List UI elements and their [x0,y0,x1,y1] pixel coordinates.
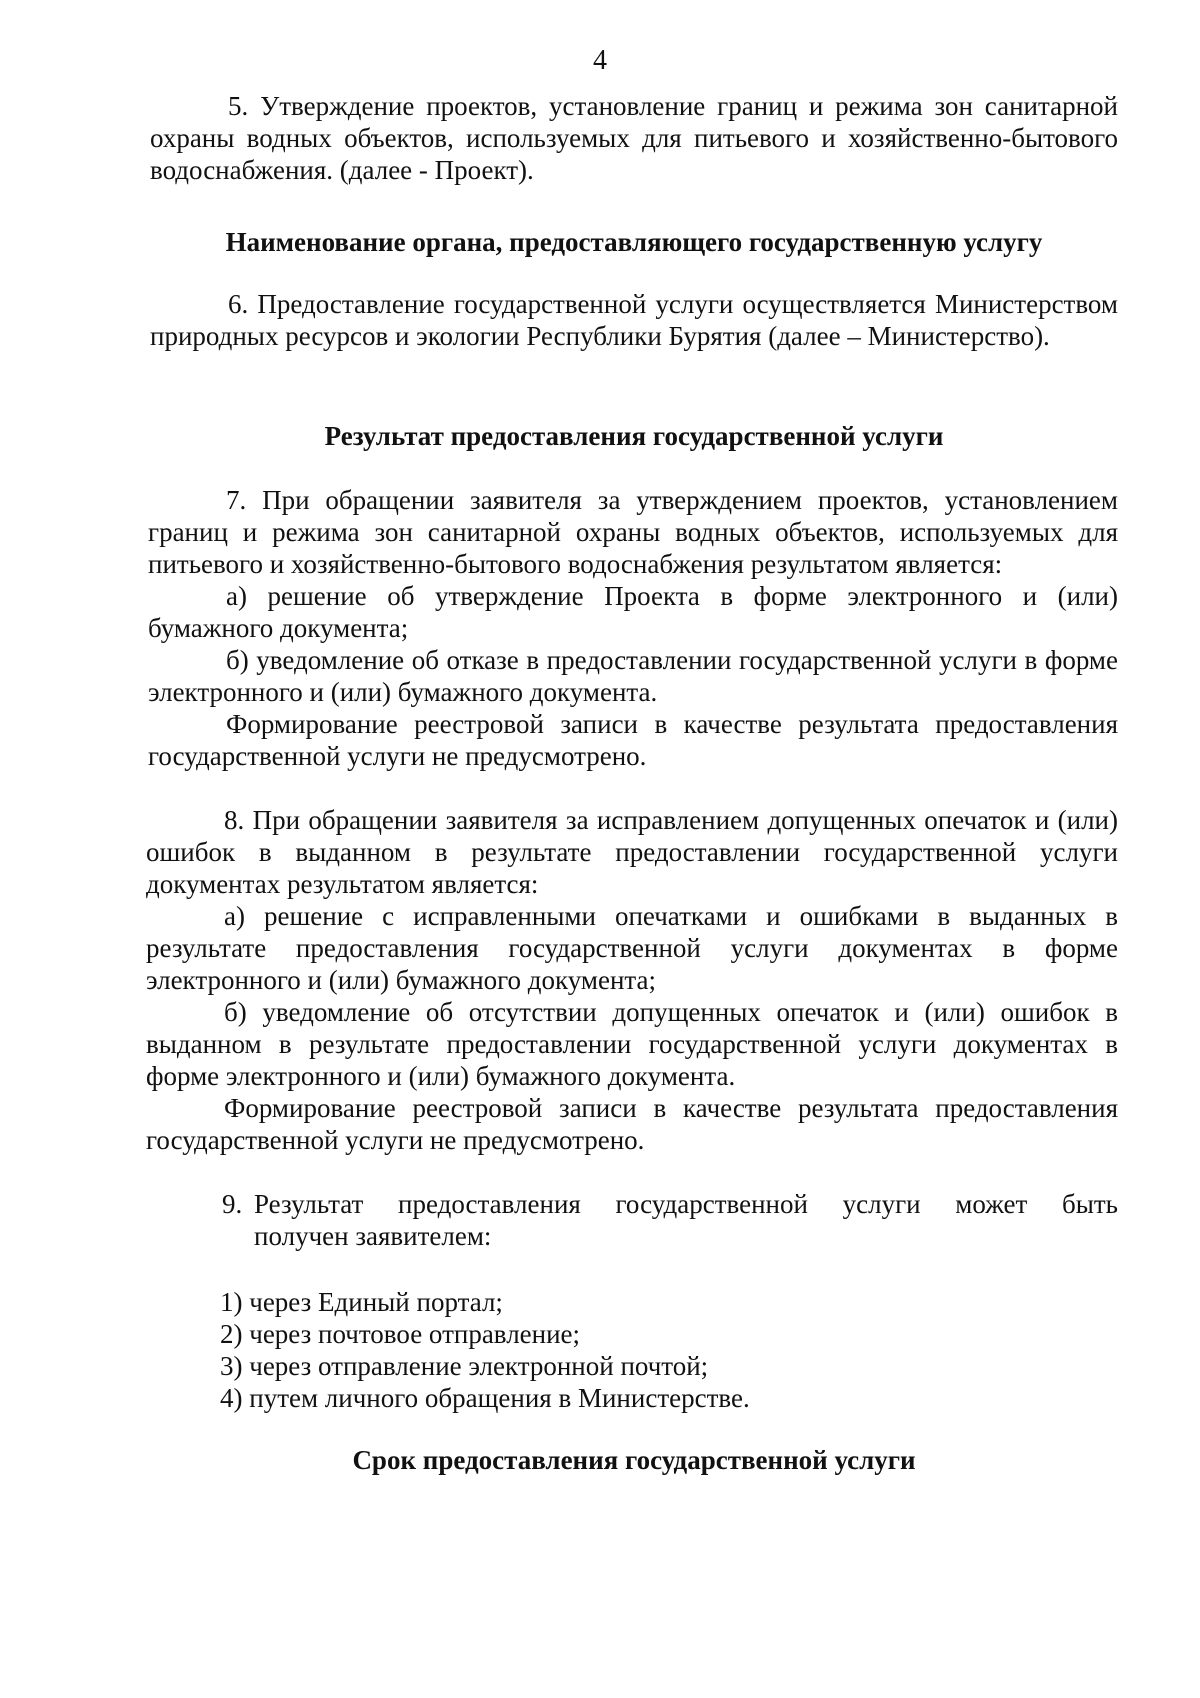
list-item: 3) через отправление электронной почтой; [220,1351,709,1381]
paragraph-7c: Формирование реестровой записи в качестве результата предоставления государственной услуги не предусмотрено. [148,709,1118,771]
heading-result: Результат предоставления государственной услуги [324,421,944,451]
paragraph-6: 6. Предоставление государственной услуги осуществляется Министерством природных ресурсов и экологии Республики Бурятия (далее – Министерство). [150,289,1118,351]
paragraph-7a: а) решение об утверждение Проекта в форме электронного и (или) бумажного документа; [148,581,1118,643]
heading-term: Срок предоставления государственной услуги [352,1445,916,1475]
paragraph-5: 5. Утверждение проектов, установление границ и режима зон санитарной охраны водных объектов, используемых для питьевого и хозяйственно-бытового водоснабжения. (далее - Проект). [150,91,1118,185]
paragraph-7b: б) уведомление об отказе в предоставлении государственной услуги в форме электронного и (или) бумажного документа. [148,645,1118,707]
paragraph-9-number: 9. [222,1189,243,1219]
list-item: 4) путем личного обращения в Министерстве. [220,1383,750,1413]
paragraph-8a: а) решение с исправленными опечатками и ошибками в выданных в результате предоставления государственной услуги документах в форме электронного и (или) бумажного документа; [146,901,1118,995]
paragraph-9: Результат предоставления государственной услуги может быть получен заявителем: [254,1189,1118,1251]
page-number: 4 [593,45,607,76]
heading-authority: Наименование органа, предоставляющего государственную услугу [225,227,1043,257]
paragraph-8: 8. При обращении заявителя за исправлением допущенных опечаток и (или) ошибок в выданном в результате предоставлении государственной услуги документах результатом является: [146,805,1118,899]
paragraph-8b: б) уведомление об отсутствии допущенных опечаток и (или) ошибок в выданном в результате предоставлении государственной услуги документах в форме электронного и (или) бумажного документа. [146,997,1118,1091]
list-item: 1) через Единый портал; [220,1287,503,1317]
paragraph-7: 7. При обращении заявителя за утверждением проектов, установлением границ и режима зон санитарной охраны водных объектов, используемых для питьевого и хозяйственно-бытового водоснабжения результатом является: [148,485,1118,579]
list-item: 2) через почтовое отправление; [220,1319,581,1349]
paragraph-8c: Формирование реестровой записи в качестве результата предоставления государственной услуги не предусмотрено. [146,1093,1118,1155]
